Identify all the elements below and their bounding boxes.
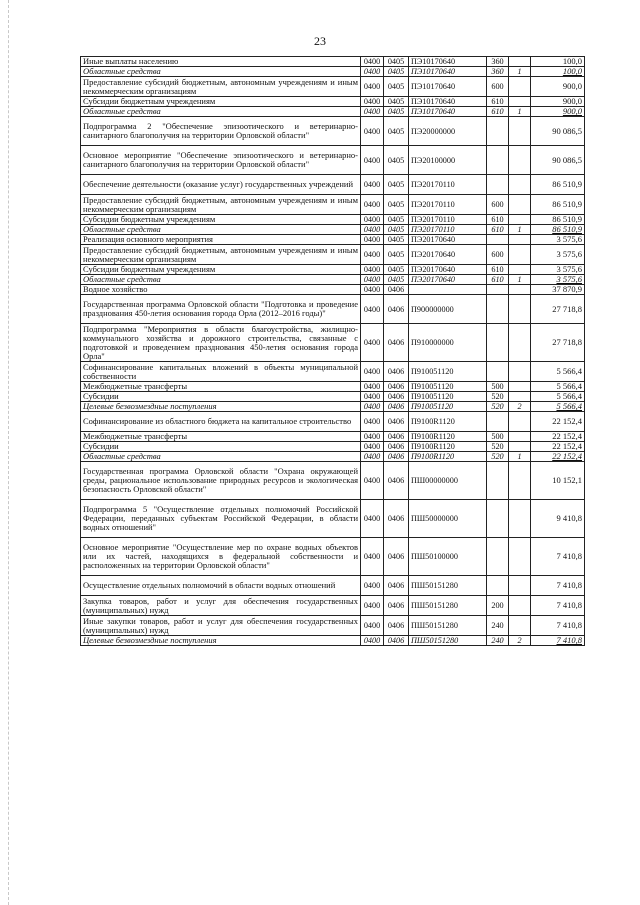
expense-type-code — [487, 538, 509, 576]
subsection-code: 0405 — [384, 146, 409, 175]
row-name: Основное мероприятие "Осуществление мер по охране водных объектов или их частей, находящихся в федеральной собственности и расположенных на территории Орловской области" — [81, 538, 361, 576]
expense-type-code: 500 — [487, 382, 509, 392]
expense-type-code: 360 — [487, 57, 509, 67]
row-name: Государственная программа Орловской области "Подготовка и проведение празднования 450-летия основания города Орла (2012–2016 годы)" — [81, 295, 361, 324]
expense-type-code: 520 — [487, 402, 509, 412]
table-row — [81, 362, 585, 382]
section-code: 0400 — [361, 265, 384, 275]
expense-type-code — [487, 175, 509, 195]
target-article-code: П9100R1120 — [409, 442, 487, 452]
section-code: 0400 — [361, 275, 384, 285]
source-code — [509, 215, 531, 225]
table-row — [81, 402, 585, 412]
section-code: 0400 — [361, 616, 384, 636]
amount: 7 410,8 — [531, 538, 585, 576]
subsection-code: 0405 — [384, 97, 409, 107]
expense-type-code: 600 — [487, 245, 509, 265]
source-code — [509, 538, 531, 576]
source-code — [509, 265, 531, 275]
source-code — [509, 576, 531, 596]
source-code — [509, 382, 531, 392]
amount: 3 575,6 — [531, 245, 585, 265]
table-row — [81, 432, 585, 442]
subsection-code: 0406 — [384, 295, 409, 324]
row-name: Областные средства — [81, 225, 361, 235]
amount: 86 510,9 — [531, 195, 585, 215]
target-article-code: ПЭ20100000 — [409, 146, 487, 175]
expense-type-code — [487, 412, 509, 432]
page-number: 23 — [314, 34, 326, 48]
source-code: 1 — [509, 107, 531, 117]
table-row — [81, 265, 585, 275]
table-row — [81, 636, 585, 646]
table-row — [81, 175, 585, 195]
source-code — [509, 500, 531, 538]
target-article-code: ПШ50151280 — [409, 576, 487, 596]
subsection-code: 0405 — [384, 215, 409, 225]
section-code: 0400 — [361, 402, 384, 412]
row-name: Основное мероприятие "Обеспечение эпизоотического и ветеринарно-санитарного благополучия на территории Орловской области" — [81, 146, 361, 175]
row-name: Предоставление субсидий бюджетным, автономным учреждениям и иным некоммерческим организациям — [81, 195, 361, 215]
source-code — [509, 442, 531, 452]
subsection-code: 0405 — [384, 77, 409, 97]
table-row — [81, 538, 585, 576]
expense-type-code: 240 — [487, 636, 509, 646]
amount: 22 152,4 — [531, 442, 585, 452]
target-article-code: ПЭ20170110 — [409, 225, 487, 235]
target-article-code: ПШ50151280 — [409, 616, 487, 636]
expense-type-code: 500 — [487, 432, 509, 442]
amount: 900,0 — [531, 97, 585, 107]
row-name: Государственная программа Орловской области "Охрана окружающей среды, рациональное использование природных ресурсов и экологическая безопасность Орловской области" — [81, 462, 361, 500]
amount: 7 410,8 — [531, 596, 585, 616]
row-name: Субсидии бюджетным учреждениям — [81, 97, 361, 107]
source-code — [509, 392, 531, 402]
table-row — [81, 616, 585, 636]
subsection-code: 0406 — [384, 392, 409, 402]
target-article-code: ПЭ20170640 — [409, 235, 487, 245]
amount: 7 410,8 — [531, 576, 585, 596]
table-row — [81, 77, 585, 97]
section-code: 0400 — [361, 538, 384, 576]
section-code: 0400 — [361, 117, 384, 146]
subsection-code: 0405 — [384, 195, 409, 215]
section-code: 0400 — [361, 195, 384, 215]
table-row — [81, 146, 585, 175]
section-code: 0400 — [361, 452, 384, 462]
target-article-code: ПШ50151280 — [409, 636, 487, 646]
target-article-code: П9100R1120 — [409, 412, 487, 432]
row-name: Предоставление субсидий бюджетным, автономным учреждениям и иным некоммерческим организациям — [81, 77, 361, 97]
table-row — [81, 245, 585, 265]
target-article-code: ПЭ20170110 — [409, 195, 487, 215]
subsection-code: 0405 — [384, 57, 409, 67]
expense-type-code — [487, 117, 509, 146]
subsection-code: 0405 — [384, 265, 409, 275]
amount: 5 566,4 — [531, 392, 585, 402]
amount: 5 566,4 — [531, 362, 585, 382]
section-code: 0400 — [361, 576, 384, 596]
table-row — [81, 285, 585, 295]
row-name: Субсидии бюджетным учреждениям — [81, 265, 361, 275]
table-row — [81, 324, 585, 362]
row-name: Областные средства — [81, 67, 361, 77]
section-code: 0400 — [361, 382, 384, 392]
section-code: 0400 — [361, 97, 384, 107]
source-code — [509, 412, 531, 432]
section-code: 0400 — [361, 175, 384, 195]
amount: 100,0 — [531, 67, 585, 77]
section-code: 0400 — [361, 636, 384, 646]
subsection-code: 0405 — [384, 175, 409, 195]
row-name: Областные средства — [81, 275, 361, 285]
source-code — [509, 295, 531, 324]
table-row — [81, 195, 585, 215]
expense-type-code: 240 — [487, 616, 509, 636]
expense-type-code: 610 — [487, 265, 509, 275]
amount: 37 870,9 — [531, 285, 585, 295]
source-code — [509, 195, 531, 215]
target-article-code: ПЭ10170640 — [409, 107, 487, 117]
source-code — [509, 235, 531, 245]
amount: 7 410,8 — [531, 616, 585, 636]
row-name: Областные средства — [81, 452, 361, 462]
target-article-code: ПЭ20170640 — [409, 275, 487, 285]
source-code — [509, 77, 531, 97]
table-row — [81, 275, 585, 285]
subsection-code: 0406 — [384, 576, 409, 596]
subsection-code: 0406 — [384, 285, 409, 295]
expense-type-code: 520 — [487, 442, 509, 452]
subsection-code: 0406 — [384, 412, 409, 432]
row-name: Осуществление отдельных полномочий в области водных отношений — [81, 576, 361, 596]
target-article-code: П910000000 — [409, 324, 487, 362]
row-name: Предоставление субсидий бюджетным, автономным учреждениям и иным некоммерческим организациям — [81, 245, 361, 265]
subsection-code: 0405 — [384, 225, 409, 235]
table-row — [81, 67, 585, 77]
amount: 5 566,4 — [531, 402, 585, 412]
target-article-code: П910051120 — [409, 362, 487, 382]
section-code: 0400 — [361, 432, 384, 442]
target-article-code: ПЭ20170110 — [409, 215, 487, 225]
subsection-code: 0406 — [384, 636, 409, 646]
table-row — [81, 107, 585, 117]
row-name: Реализация основного мероприятия — [81, 235, 361, 245]
expense-type-code: 520 — [487, 392, 509, 402]
table-row — [81, 596, 585, 616]
target-article-code: ПШ50151280 — [409, 596, 487, 616]
subsection-code: 0405 — [384, 107, 409, 117]
target-article-code: П910051120 — [409, 392, 487, 402]
row-name: Областные средства — [81, 107, 361, 117]
source-code — [509, 462, 531, 500]
table-row — [81, 500, 585, 538]
amount: 90 086,5 — [531, 146, 585, 175]
amount: 86 510,9 — [531, 225, 585, 235]
row-name: Целевые безвозмездные поступления — [81, 402, 361, 412]
amount: 3 575,6 — [531, 265, 585, 275]
section-code: 0400 — [361, 500, 384, 538]
expense-type-code — [487, 462, 509, 500]
expense-type-code: 610 — [487, 275, 509, 285]
source-code — [509, 175, 531, 195]
target-article-code — [409, 285, 487, 295]
amount: 10 152,1 — [531, 462, 585, 500]
target-article-code: ПЭ20000000 — [409, 117, 487, 146]
subsection-code: 0405 — [384, 67, 409, 77]
table-row — [81, 442, 585, 452]
row-name: Иные выплаты населению — [81, 57, 361, 67]
section-code: 0400 — [361, 295, 384, 324]
target-article-code: ПШ00000000 — [409, 462, 487, 500]
subsection-code: 0406 — [384, 382, 409, 392]
section-code: 0400 — [361, 324, 384, 362]
row-name: Иные закупки товаров, работ и услуг для обеспечения государственных (муниципальных) нужд — [81, 616, 361, 636]
row-name: Межбюджетные трансферты — [81, 432, 361, 442]
table-row — [81, 57, 585, 67]
table-row — [81, 235, 585, 245]
expense-type-code: 200 — [487, 596, 509, 616]
expense-type-code — [487, 576, 509, 596]
target-article-code: П9100R1120 — [409, 452, 487, 462]
table-row — [81, 117, 585, 146]
section-code: 0400 — [361, 462, 384, 500]
amount: 90 086,5 — [531, 117, 585, 146]
source-code — [509, 324, 531, 362]
target-article-code: ПЭ20170110 — [409, 175, 487, 195]
expense-type-code: 600 — [487, 77, 509, 97]
amount: 27 718,8 — [531, 295, 585, 324]
expense-type-code — [487, 285, 509, 295]
source-code — [509, 245, 531, 265]
expense-type-code — [487, 500, 509, 538]
table-row — [81, 295, 585, 324]
subsection-code: 0406 — [384, 596, 409, 616]
target-article-code: ПЭ10170640 — [409, 97, 487, 107]
section-code: 0400 — [361, 107, 384, 117]
source-code — [509, 362, 531, 382]
target-article-code: П900000000 — [409, 295, 487, 324]
row-name: Подпрограмма 2 "Обеспечение эпизоотического и ветеринарно-санитарного благополучия на территории Орловской области" — [81, 117, 361, 146]
source-code: 1 — [509, 452, 531, 462]
amount: 22 152,4 — [531, 432, 585, 442]
target-article-code: П910051120 — [409, 402, 487, 412]
subsection-code: 0406 — [384, 442, 409, 452]
section-code: 0400 — [361, 596, 384, 616]
target-article-code: ПЭ10170640 — [409, 77, 487, 97]
source-code — [509, 432, 531, 442]
row-name: Субсидии бюджетным учреждениям — [81, 215, 361, 225]
row-name: Обеспечение деятельности (оказание услуг) государственных учреждений — [81, 175, 361, 195]
amount: 86 510,9 — [531, 215, 585, 225]
expense-type-code — [487, 146, 509, 175]
amount: 100,0 — [531, 57, 585, 67]
expense-type-code: 520 — [487, 452, 509, 462]
subsection-code: 0406 — [384, 324, 409, 362]
source-code: 1 — [509, 225, 531, 235]
section-code: 0400 — [361, 57, 384, 67]
source-code: 1 — [509, 275, 531, 285]
source-code — [509, 117, 531, 146]
source-code — [509, 97, 531, 107]
expense-type-code — [487, 295, 509, 324]
subsection-code: 0405 — [384, 235, 409, 245]
amount: 3 575,6 — [531, 275, 585, 285]
amount: 900,0 — [531, 107, 585, 117]
section-code: 0400 — [361, 146, 384, 175]
subsection-code: 0405 — [384, 275, 409, 285]
table-row — [81, 392, 585, 402]
source-code — [509, 285, 531, 295]
subsection-code: 0406 — [384, 402, 409, 412]
section-code: 0400 — [361, 442, 384, 452]
expense-type-code — [487, 324, 509, 362]
source-code: 1 — [509, 67, 531, 77]
row-name: Целевые безвозмездные поступления — [81, 636, 361, 646]
subsection-code: 0406 — [384, 452, 409, 462]
amount: 22 152,4 — [531, 412, 585, 432]
amount: 27 718,8 — [531, 324, 585, 362]
source-code — [509, 146, 531, 175]
table-row — [81, 412, 585, 432]
amount: 9 410,8 — [531, 500, 585, 538]
table-row — [81, 452, 585, 462]
expense-type-code: 610 — [487, 215, 509, 225]
subsection-code: 0406 — [384, 462, 409, 500]
row-name: Софинансирование капитальных вложений в объекты муниципальной собственности — [81, 362, 361, 382]
section-code: 0400 — [361, 285, 384, 295]
section-code: 0400 — [361, 67, 384, 77]
scan-margin-line — [8, 0, 9, 905]
target-article-code: ПЭ20170640 — [409, 245, 487, 265]
section-code: 0400 — [361, 215, 384, 225]
section-code: 0400 — [361, 412, 384, 432]
expense-type-code — [487, 362, 509, 382]
expense-type-code: 600 — [487, 195, 509, 215]
subsection-code: 0405 — [384, 117, 409, 146]
budget-table — [80, 56, 585, 646]
amount: 22 152,4 — [531, 452, 585, 462]
section-code: 0400 — [361, 362, 384, 382]
amount: 900,0 — [531, 77, 585, 97]
section-code: 0400 — [361, 77, 384, 97]
subsection-code: 0406 — [384, 362, 409, 382]
target-article-code: ПШ50000000 — [409, 500, 487, 538]
section-code: 0400 — [361, 225, 384, 235]
expense-type-code: 610 — [487, 225, 509, 235]
row-name: Подпрограмма 5 "Осуществление отдельных полномочий Российской Федерации, переданных субъектам Российской Федерации, в области водных отношений" — [81, 500, 361, 538]
table-row — [81, 97, 585, 107]
subsection-code: 0405 — [384, 245, 409, 265]
target-article-code: П9100R1120 — [409, 432, 487, 442]
subsection-code: 0406 — [384, 538, 409, 576]
expense-type-code: 610 — [487, 107, 509, 117]
section-code: 0400 — [361, 245, 384, 265]
row-name: Водное хозяйство — [81, 285, 361, 295]
amount: 5 566,4 — [531, 382, 585, 392]
row-name: Закупка товаров, работ и услуг для обеспечения государственных (муниципальных) нужд — [81, 596, 361, 616]
amount: 7 410,8 — [531, 636, 585, 646]
subsection-code: 0406 — [384, 616, 409, 636]
row-name: Субсидии — [81, 442, 361, 452]
subsection-code: 0406 — [384, 500, 409, 538]
row-name: Субсидии — [81, 392, 361, 402]
table-row — [81, 225, 585, 235]
table-row — [81, 382, 585, 392]
expense-type-code — [487, 235, 509, 245]
source-code — [509, 616, 531, 636]
table-row — [81, 462, 585, 500]
amount: 86 510,9 — [531, 175, 585, 195]
target-article-code: П910051120 — [409, 382, 487, 392]
source-code: 2 — [509, 402, 531, 412]
row-name: Софинансирование из областного бюджета на капитальное строительство — [81, 412, 361, 432]
target-article-code: ПЭ20170640 — [409, 265, 487, 275]
row-name: Подпрограмма "Мероприятия в области благоустройства, жилищно-коммунального хозяйства и дорожного строительства, связанные с подготовкой и проведением празднования 450-летия основания города Орла" — [81, 324, 361, 362]
source-code — [509, 596, 531, 616]
target-article-code: ПЭ10170640 — [409, 57, 487, 67]
expense-type-code: 360 — [487, 67, 509, 77]
row-name: Межбюджетные трансферты — [81, 382, 361, 392]
amount: 3 575,6 — [531, 235, 585, 245]
target-article-code: ПЭ10170640 — [409, 67, 487, 77]
expense-type-code: 610 — [487, 97, 509, 107]
table-row — [81, 215, 585, 225]
source-code: 2 — [509, 636, 531, 646]
subsection-code: 0406 — [384, 432, 409, 442]
section-code: 0400 — [361, 392, 384, 402]
table-row — [81, 576, 585, 596]
source-code — [509, 57, 531, 67]
target-article-code: ПШ50100000 — [409, 538, 487, 576]
section-code: 0400 — [361, 235, 384, 245]
